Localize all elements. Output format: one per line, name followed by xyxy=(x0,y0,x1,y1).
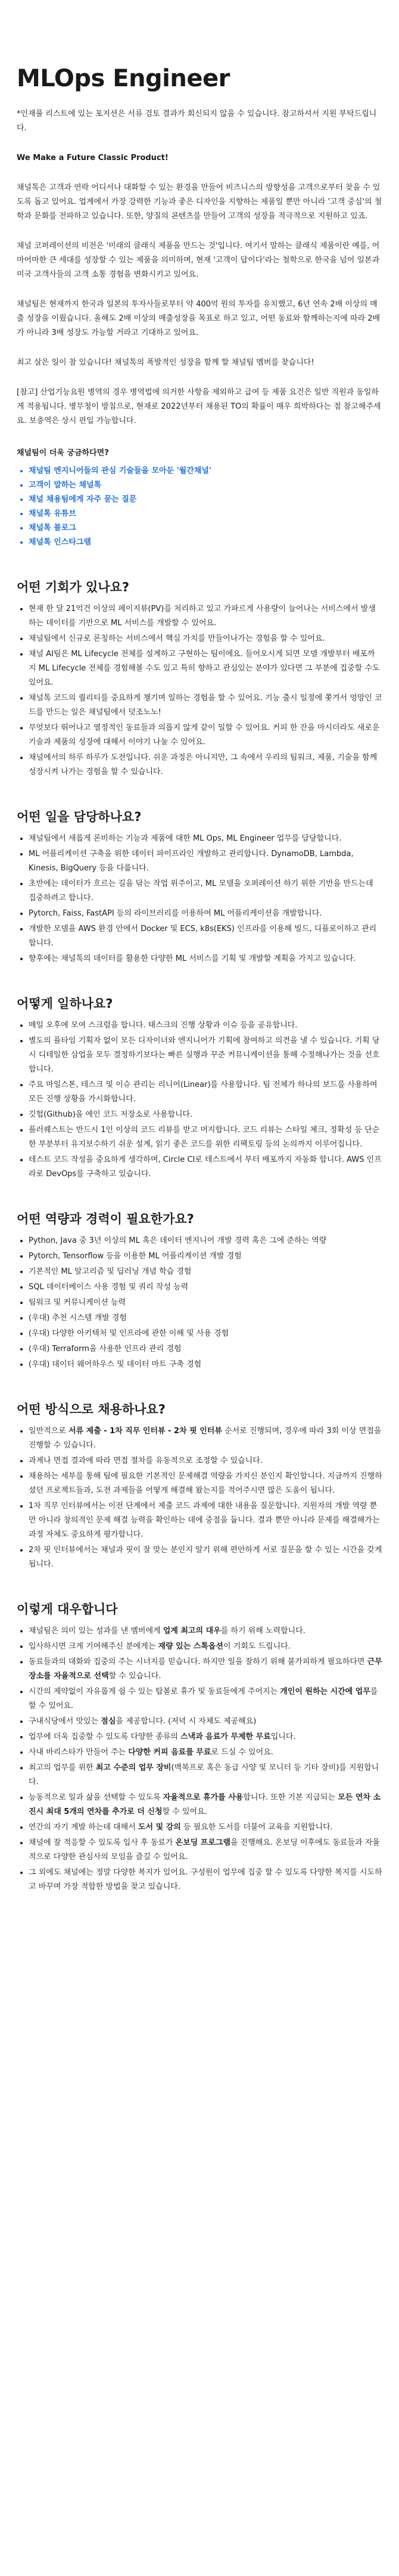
section-list xyxy=(17,602,382,779)
posting-sections xyxy=(17,578,382,1894)
list-item: • 업무에 더욱 집중할 수 있도록 다양한 종류의 스낵과 음료가 무제한 무료입니다. xyxy=(29,1730,382,1744)
link-blog[interactable]: • 채널톡 블로그 xyxy=(29,521,382,535)
section-list xyxy=(17,1624,382,1894)
list-item: • (우대) 데이터 웨어하우스 및 데이터 마트 구축 경험 xyxy=(29,1358,382,1372)
list-item: • 채널팀에서 새롭게 론비하는 기능과 제품에 대한 ML Ops, ML Engineer 업무를 담당합니다. xyxy=(29,832,382,846)
pool-notice: *인재풀 리스트에 있는 포지션은 서류 검토 결과가 회신되지 않을 수 있습니다. 참고하셔서 지원 부탁드립니다. xyxy=(17,109,377,133)
section-list xyxy=(17,832,382,966)
list-item: • (우대) Terraform을 사용한 인프라 관리 경험 xyxy=(29,1342,382,1356)
list-item: • 연간의 자기 계발 하는데 대해서 도서 및 강의 등 필요한 도서를 더불어 교육을 지원합니다. xyxy=(29,1820,382,1835)
section-heading: 어떻게 일하나요? xyxy=(17,996,113,1011)
list-item: • 능동적으로 일과 삶을 선택할 수 있도록 자율적으로 휴가를 사용합니다. 또한 기본 지급되는 모든 연차 소진시 최대 5개의 연차를 추가로 더 신청할 수 있어요. xyxy=(29,1791,382,1819)
list-item: • 별도의 플타임 기획자 없이 모든 디자이너와 엔지니어가 기획에 참여하고 의견을 낼 수 있습니다. 기획 당시 디테일한 삼업을 모두 결정하기보다는 빠른 실행과 꾸준 커뮤니케이션을 통해 수정해나가는 것을 선호합니다. xyxy=(29,1034,382,1077)
section-heading: 이렇게 대우합니다 xyxy=(17,1602,118,1616)
list-item: • 채널팀은 의미 있는 성과를 낸 멤버에게 업계 최고의 대우를 하기 위해 노력합니다. xyxy=(29,1624,382,1638)
list-item: • Python, Java 중 3년 이상의 ML 혹은 데이터 엔지니어 개발 경력 혹은 그에 준하는 역량 xyxy=(29,1234,382,1248)
link-youtube[interactable]: • 채널톡 유튜브 xyxy=(29,507,382,521)
company-slogan: We Make a Future Classic Product! xyxy=(17,153,169,162)
list-item: • 기본적인 ML 알고리즘 및 딥러닝 개념 학습 경험 xyxy=(29,1265,382,1279)
intro-paragraph-3: 채널팀은 현재까지 한국과 일본의 투자사들로부터 약 400억 원의 투자를 유치했고, 6년 연속 2배 이상의 매출 성장을 이뤘습니다. 올해도 2배 이상의 매출성장을 목표로 하고 있고, 어떤 동료와 함께하는지에 따라 2배가 아니라 3배 성장도 가능할 거라고 기대하고 있어요. xyxy=(17,300,381,337)
list-item: • (우대) 다양한 아키텍처 및 인프라에 관한 이해 및 사용 경험 xyxy=(29,1327,382,1341)
intro-paragraph-4: 최고 살은 일이 참 있습니다! 채널톡의 폭발적인 성장을 함께 할 채널팀 멤버를 찾습니다! xyxy=(17,358,314,367)
section-heading: 어떤 역량과 경력이 필요한가요? xyxy=(17,1212,194,1226)
list-item: • 초반에는 데이터가 흐르는 길을 닦는 작업 위주이고, ML 모델을 오퍼레이션 하기 위한 기반을 만드는데 집중하려고 합니다. xyxy=(29,877,382,905)
more-info-links xyxy=(17,464,382,550)
list-item: • 주요 마일스톤, 테스크 및 이슈 관리는 리니어(Linear)를 사용합니다. 팀 전체가 하나의 보드를 사용하여 모든 진행 상황을 가시화합니다. xyxy=(29,1078,382,1107)
list-item: • 향후에는 채널톡의 데이터를 활용한 다양한 ML 서비스를 기획 및 개발할 계획을 가지고 있습니다. xyxy=(29,952,382,966)
more-info-heading: 채널팀이 더욱 궁금하다면? xyxy=(17,449,109,457)
list-item: • 채용하는 세부를 통해 팀에 필요한 기본적인 문제해결 역량을 가지신 분인지 확인합니다. 지금까지 진행하셨던 프로젝트들과, 도전 과제들을 어떻게 해결해 왔는지를 적어주시면 많은 도움이 됩니다. xyxy=(29,1469,382,1498)
list-item: • 깃헙(Github)을 에인 코드 저장소로 사용합니다. xyxy=(29,1108,382,1122)
list-item: • 그 외에도 채널에는 정말 다양한 복지가 있어요. 구성원이 업무에 집중 할 수 있도록 다양한 복지를 시도하고 바꾸며 가장 적합한 방법을 찾고 있습니다. xyxy=(29,1866,382,1894)
list-item: • 일반적으로 서류 제출 - 1차 직무 인터뷰 - 2차 핏 인터뷰 순서로 진행되며, 경우에 따라 3회 이상 면접을 진행할 수 있습니다. xyxy=(29,1424,382,1453)
list-item: • SQL 데이터베이스 사용 경험 및 쿼리 작성 능력 xyxy=(29,1280,382,1295)
list-item: • 채널 AI팀은 ML Lifecycle 전체를 설계하고 구현하는 팀이에요. 들어오시게 되면 모델 개발부터 배포까지 ML Lifecycle 전체를 경험해볼 수도 있고 특히 향하고 관심있는 분야가 있다면 그 부분에 집중할 수도 있어요. xyxy=(29,647,382,690)
list-item: • (우대) 추천 시스템 개발 경험 xyxy=(29,1311,382,1325)
list-item: • 최고의 업무를 위한 최고 수준의 업무 장비(맥북프로 혹은 동급 사양 및 모니터 등 기타 장비)를 지원합니다. xyxy=(29,1761,382,1790)
list-item: • 입사하시면 크게 기여해주신 분에게는 재량 있는 스톡옵션이 기회도 드립니다. xyxy=(29,1640,382,1654)
section-heading: 어떤 일을 담당하나요? xyxy=(17,810,142,824)
list-item: • 동료들과의 대화와 집중의 주는 시너지를 믿습니다. 하지만 일을 잘하기 위해 불가피하게 필요하다면 근무장소를 자율적으로 선택할 수 있습니다. xyxy=(29,1655,382,1684)
list-item: • 매일 오후에 모여 스크럼을 합니다. 태스크의 진행 상황과 이슈 등을 공유합니다. xyxy=(29,1019,382,1033)
list-item: • 과제나 면접 결과에 따라 면접 절차를 유동적으로 조정할 수 있습니다. xyxy=(29,1454,382,1468)
link-customer-stories[interactable]: • 고객이 말하는 채널톡 xyxy=(29,478,382,493)
section-list xyxy=(17,1234,382,1372)
list-item: • 테스트 코드 작성을 중요하게 생각하며, Circle CI로 테스트에서 부터 배포까지 자동화 합니다. AWS 인프라로 DevOps를 구축하고 있습니다. xyxy=(29,1153,382,1182)
list-item: • Pytorch, Tensorflow 등을 이용한 ML 어플리케이션 개발 경험 xyxy=(29,1249,382,1264)
list-item: • Pytorch, Faiss, FastAPI 등의 라이브러리를 이용하여 ML 어플리케이션을 개발합니다. xyxy=(29,907,382,921)
list-item: • ML 어플리케이션 구축을 위한 데이터 파이프라인 개발하고 관리합니다. DynamoDB, Lambda, Kinesis, BigQuery 등을 다룹니다. xyxy=(29,847,382,876)
list-item: • 채널에 잘 적응할 수 있도록 입사 후 동료가 온보딩 프로그램을 진행해요. 온보딩 이후에도 동료들과 자율적으로 다양한 관심사의 모임을 즐길 수 있어요. xyxy=(29,1836,382,1864)
list-item: • 개발한 모델을 AWS 환경 안에서 Docker 및 ECS, k8s(EKS) 인프라를 이용해 빌드, 디플로이하고 관리합니다. xyxy=(29,922,382,951)
section-list xyxy=(17,1424,382,1572)
link-faq[interactable]: • 채널 채용팀에게 자주 묻는 질문 xyxy=(29,493,382,507)
list-item: • 채널에서의 하루 하루가 도전입니다. 쉬운 과정은 아니지만, 그 속에서 우리의 팀워크, 제품, 기술을 함께 성장시켜 나가는 경험을 할 수 있습니다. xyxy=(29,751,382,779)
section-heading: 어떤 기회가 있나요? xyxy=(17,580,130,594)
list-item: • 1차 직무 인터뷰에서는 이전 단계에서 제출 코드 과제에 대한 내용을 질문합니다. 지원자의 개발 역량 뿐만 아니라 창의적인 문제 해결 능력을 확인하는 데에 중점을 둡니다. 결과 뿐만 아니라 문제를 해결해가는 과정 자체도 중요하게 평가합니다. xyxy=(29,1499,382,1542)
page-title: MLOps Engineer xyxy=(17,65,230,92)
list-item: • 2차 핏 인터뷰에서는 채널과 핏이 잘 맞는 분인지 알기 위해 편안하게 서로 질문을 할 수 있는 시간을 갖게 됩니다. xyxy=(29,1543,382,1572)
list-item: • 시간의 제약없이 자유롭게 쉴 수 있는 탑볼로 휴가 및 동료들에게 주어지는 개인이 원하는 시간에 업무를 할 수 있어요. xyxy=(29,1685,382,1713)
list-item: • 현재 한 달 21억건 이상의 페이지뷰(PV)를 처리하고 있고 가파르게 사용량이 늘어나는 서비스에서 발생하는 데이터를 기반으로 ML 서비스를 개발할 수 있어요. xyxy=(29,602,382,631)
list-item: • 무엇보다 뛰어나고 열정적인 동료들과 의롭지 않게 같이 일할 수 있어요. 커피 한 잔을 마시더라도 새로운 기술과 제품의 성장에 대해서 이야기 나눌 수 있어요. xyxy=(29,721,382,750)
section-heading: 어떤 방식으로 채용하나요? xyxy=(17,1402,166,1417)
intro-paragraph-5: [참고] 산업기능요원 병역의 경우 병역법에 의거한 사항을 제외하고 급여 등 제품 요건은 일반 직원과 동일하게 적용됩니다. 병무청이 방침으로, 현재로 2022년부터 채용된 TO의 확률이 매우 희박하다는 점 참고해주세요. 보충역은 상시 편입 가능합니다. xyxy=(17,388,381,425)
list-item: • 채널톡 코드의 퀄리티를 중요하게 챙기며 일하는 경험을 할 수 있어요. 기능 출시 일정에 쫓겨서 엉망인 코드를 만드는 일은 채널팀에서 덧조노노! xyxy=(29,691,382,720)
list-item: • 플러퀘스트는 반드시 1인 이상의 코드 리뷰를 받고 머지합니다. 코드 리뷰는 스타일 체크, 정확성 등 단순한 부분부터 유지보수하기 쉬운 설계, 읽기 좋은 코드를 위한 리팩토링 등의 논의까지 이루어집니다. xyxy=(29,1123,382,1152)
section-list xyxy=(17,1019,382,1182)
list-item: • 팀워크 및 커뮤니케이션 능력 xyxy=(29,1296,382,1310)
link-monthly-channel[interactable]: • 채널팀 엔지니어들의 관심 기술들을 모아둔 '월간채널' xyxy=(29,464,382,478)
intro-paragraph-2: 채널 코퍼레이션의 비전은 '미래의 클래식 제품을 만드는 것'입니다. 여기서 말하는 클래식 제품이란 예를, 어마어마한 큰 세대를 성장할 수 있는 제품을 의미하며, 현재 '고객이 답이다'라는 철학으로 한국을 넘어 일본과 미국 고객사들의 고객 소통 경험을 변화시키고 있어요. xyxy=(17,242,380,279)
list-item: • 구내식당에서 맛있는 점심을 제공합니다. (저녁 시 자체도 제공해요) xyxy=(29,1715,382,1729)
link-instagram[interactable]: • 채널톡 인스타그램 xyxy=(29,535,382,550)
list-item: • 사내 바리스타가 만들어 주는 다양한 커피 음료를 무료로 드실 수 있어요. xyxy=(29,1745,382,1760)
intro-paragraph-1: 채널톡은 고객과 연락 어디서나 대화할 수 있는 환경을 만들어 비즈니스의 방향성을 고객으로부터 찾을 수 있도록 돕고 있어요. 업계에서 가장 강력한 기능과 좋은 디자인을 지향하는 제품일 뿐만 아니라 '고객 중심'의 철학과 문화를 전파하고 있습니다. 또한, 양질의 콘텐츠를 만들어 고객의 성장을 적극적으로 지원하고 있죠. xyxy=(17,183,382,221)
list-item: • 채널팀에서 신규로 론칭하는 서비스에서 핵심 가치를 만들어나가는 경험을 할 수 있어요. xyxy=(29,632,382,646)
